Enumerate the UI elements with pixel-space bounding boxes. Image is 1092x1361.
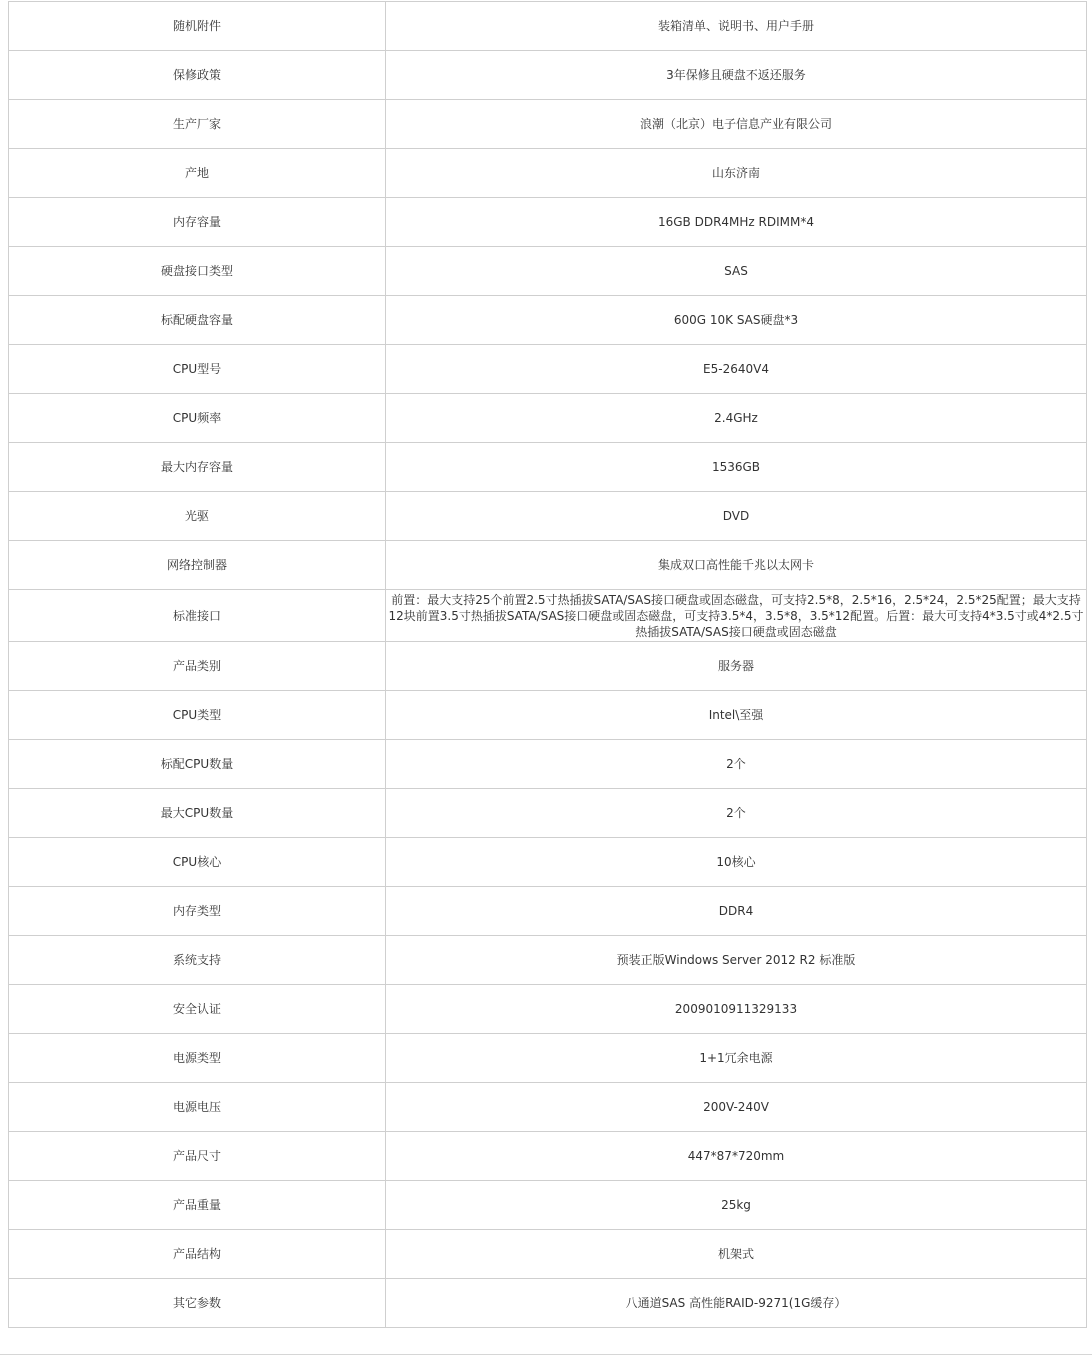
table-row (9, 492, 1087, 541)
spec-label: CPU核心 (9, 838, 386, 887)
spec-label: 系统支持 (9, 936, 386, 985)
table-row (9, 443, 1087, 492)
table-row (9, 1083, 1087, 1132)
spec-label: 产地 (9, 149, 386, 198)
table-row (9, 296, 1087, 345)
bottom-divider (0, 1354, 1092, 1355)
table-row (9, 2, 1087, 51)
spec-table (8, 1, 1087, 1328)
spec-value: E5-2640V4 (386, 345, 1087, 394)
spec-value: 25kg (386, 1181, 1087, 1230)
spec-value: 2个 (386, 789, 1087, 838)
spec-label: 内存容量 (9, 198, 386, 247)
spec-value: 服务器 (386, 642, 1087, 691)
table-row (9, 590, 1087, 642)
spec-label: 产品重量 (9, 1181, 386, 1230)
table-row (9, 887, 1087, 936)
spec-label: 产品尺寸 (9, 1132, 386, 1181)
table-row (9, 149, 1087, 198)
spec-label: CPU型号 (9, 345, 386, 394)
spec-value: 预装正版Windows Server 2012 R2 标准版 (386, 936, 1087, 985)
spec-label: 产品类别 (9, 642, 386, 691)
spec-value: 16GB DDR4MHz RDIMM*4 (386, 198, 1087, 247)
spec-value: 2009010911329133 (386, 985, 1087, 1034)
table-row (9, 51, 1087, 100)
spec-value: 600G 10K SAS硬盘*3 (386, 296, 1087, 345)
spec-label: 最大内存容量 (9, 443, 386, 492)
spec-value: 1536GB (386, 443, 1087, 492)
spec-value: 200V-240V (386, 1083, 1087, 1132)
table-row (9, 345, 1087, 394)
spec-value: DVD (386, 492, 1087, 541)
table-row (9, 740, 1087, 789)
table-row (9, 985, 1087, 1034)
spec-value: DDR4 (386, 887, 1087, 936)
spec-value: 2.4GHz (386, 394, 1087, 443)
table-row (9, 541, 1087, 590)
spec-label: CPU类型 (9, 691, 386, 740)
spec-label: 安全认证 (9, 985, 386, 1034)
spec-label: 标准接口 (9, 590, 386, 642)
spec-label: 内存类型 (9, 887, 386, 936)
spec-value: 1+1冗余电源 (386, 1034, 1087, 1083)
spec-value: 447*87*720mm (386, 1132, 1087, 1181)
spec-label: 生产厂家 (9, 100, 386, 149)
spec-label: 标配CPU数量 (9, 740, 386, 789)
table-row (9, 1279, 1087, 1328)
table-row (9, 936, 1087, 985)
spec-value: 前置：最大支持25个前置2.5寸热插拔SATA/SAS接口硬盘或固态磁盘，可支持2.5*8，2.5*16，2.5*24，2.5*25配置；最大支持12块前置3.5寸热插拔SATA/SAS接口硬盘或固态磁盘，可支持3.5*4，3.5*8，3.5*12配置。后置：最大可支持4*3.5寸或4*2.5寸热插拔SATA/SAS接口硬盘或固态磁盘 (386, 590, 1087, 642)
spec-label: 电源类型 (9, 1034, 386, 1083)
table-row (9, 394, 1087, 443)
spec-label: 电源电压 (9, 1083, 386, 1132)
table-row (9, 247, 1087, 296)
spec-label: 随机附件 (9, 2, 386, 51)
spec-label: 标配硬盘容量 (9, 296, 386, 345)
spec-value: 10核心 (386, 838, 1087, 887)
spec-value: 装箱清单、说明书、用户手册 (386, 2, 1087, 51)
spec-label: 产品结构 (9, 1230, 386, 1279)
spec-label: 光驱 (9, 492, 386, 541)
spec-label: 其它参数 (9, 1279, 386, 1328)
table-row (9, 1230, 1087, 1279)
spec-value: 机架式 (386, 1230, 1087, 1279)
table-row (9, 1132, 1087, 1181)
table-row (9, 838, 1087, 887)
spec-value: Intel\至强 (386, 691, 1087, 740)
spec-value: 集成双口高性能千兆以太网卡 (386, 541, 1087, 590)
spec-value: 2个 (386, 740, 1087, 789)
table-row (9, 642, 1087, 691)
spec-value: 山东济南 (386, 149, 1087, 198)
spec-label: 最大CPU数量 (9, 789, 386, 838)
table-row (9, 789, 1087, 838)
table-row (9, 100, 1087, 149)
spec-value: 八通道SAS 高性能RAID-9271(1G缓存） (386, 1279, 1087, 1328)
table-row (9, 1181, 1087, 1230)
table-row (9, 198, 1087, 247)
spec-table-body (9, 2, 1087, 1328)
spec-label: CPU频率 (9, 394, 386, 443)
spec-value: SAS (386, 247, 1087, 296)
spec-value: 3年保修且硬盘不返还服务 (386, 51, 1087, 100)
table-row (9, 1034, 1087, 1083)
table-row (9, 691, 1087, 740)
spec-label: 硬盘接口类型 (9, 247, 386, 296)
spec-value: 浪潮（北京）电子信息产业有限公司 (386, 100, 1087, 149)
spec-label: 网络控制器 (9, 541, 386, 590)
spec-label: 保修政策 (9, 51, 386, 100)
